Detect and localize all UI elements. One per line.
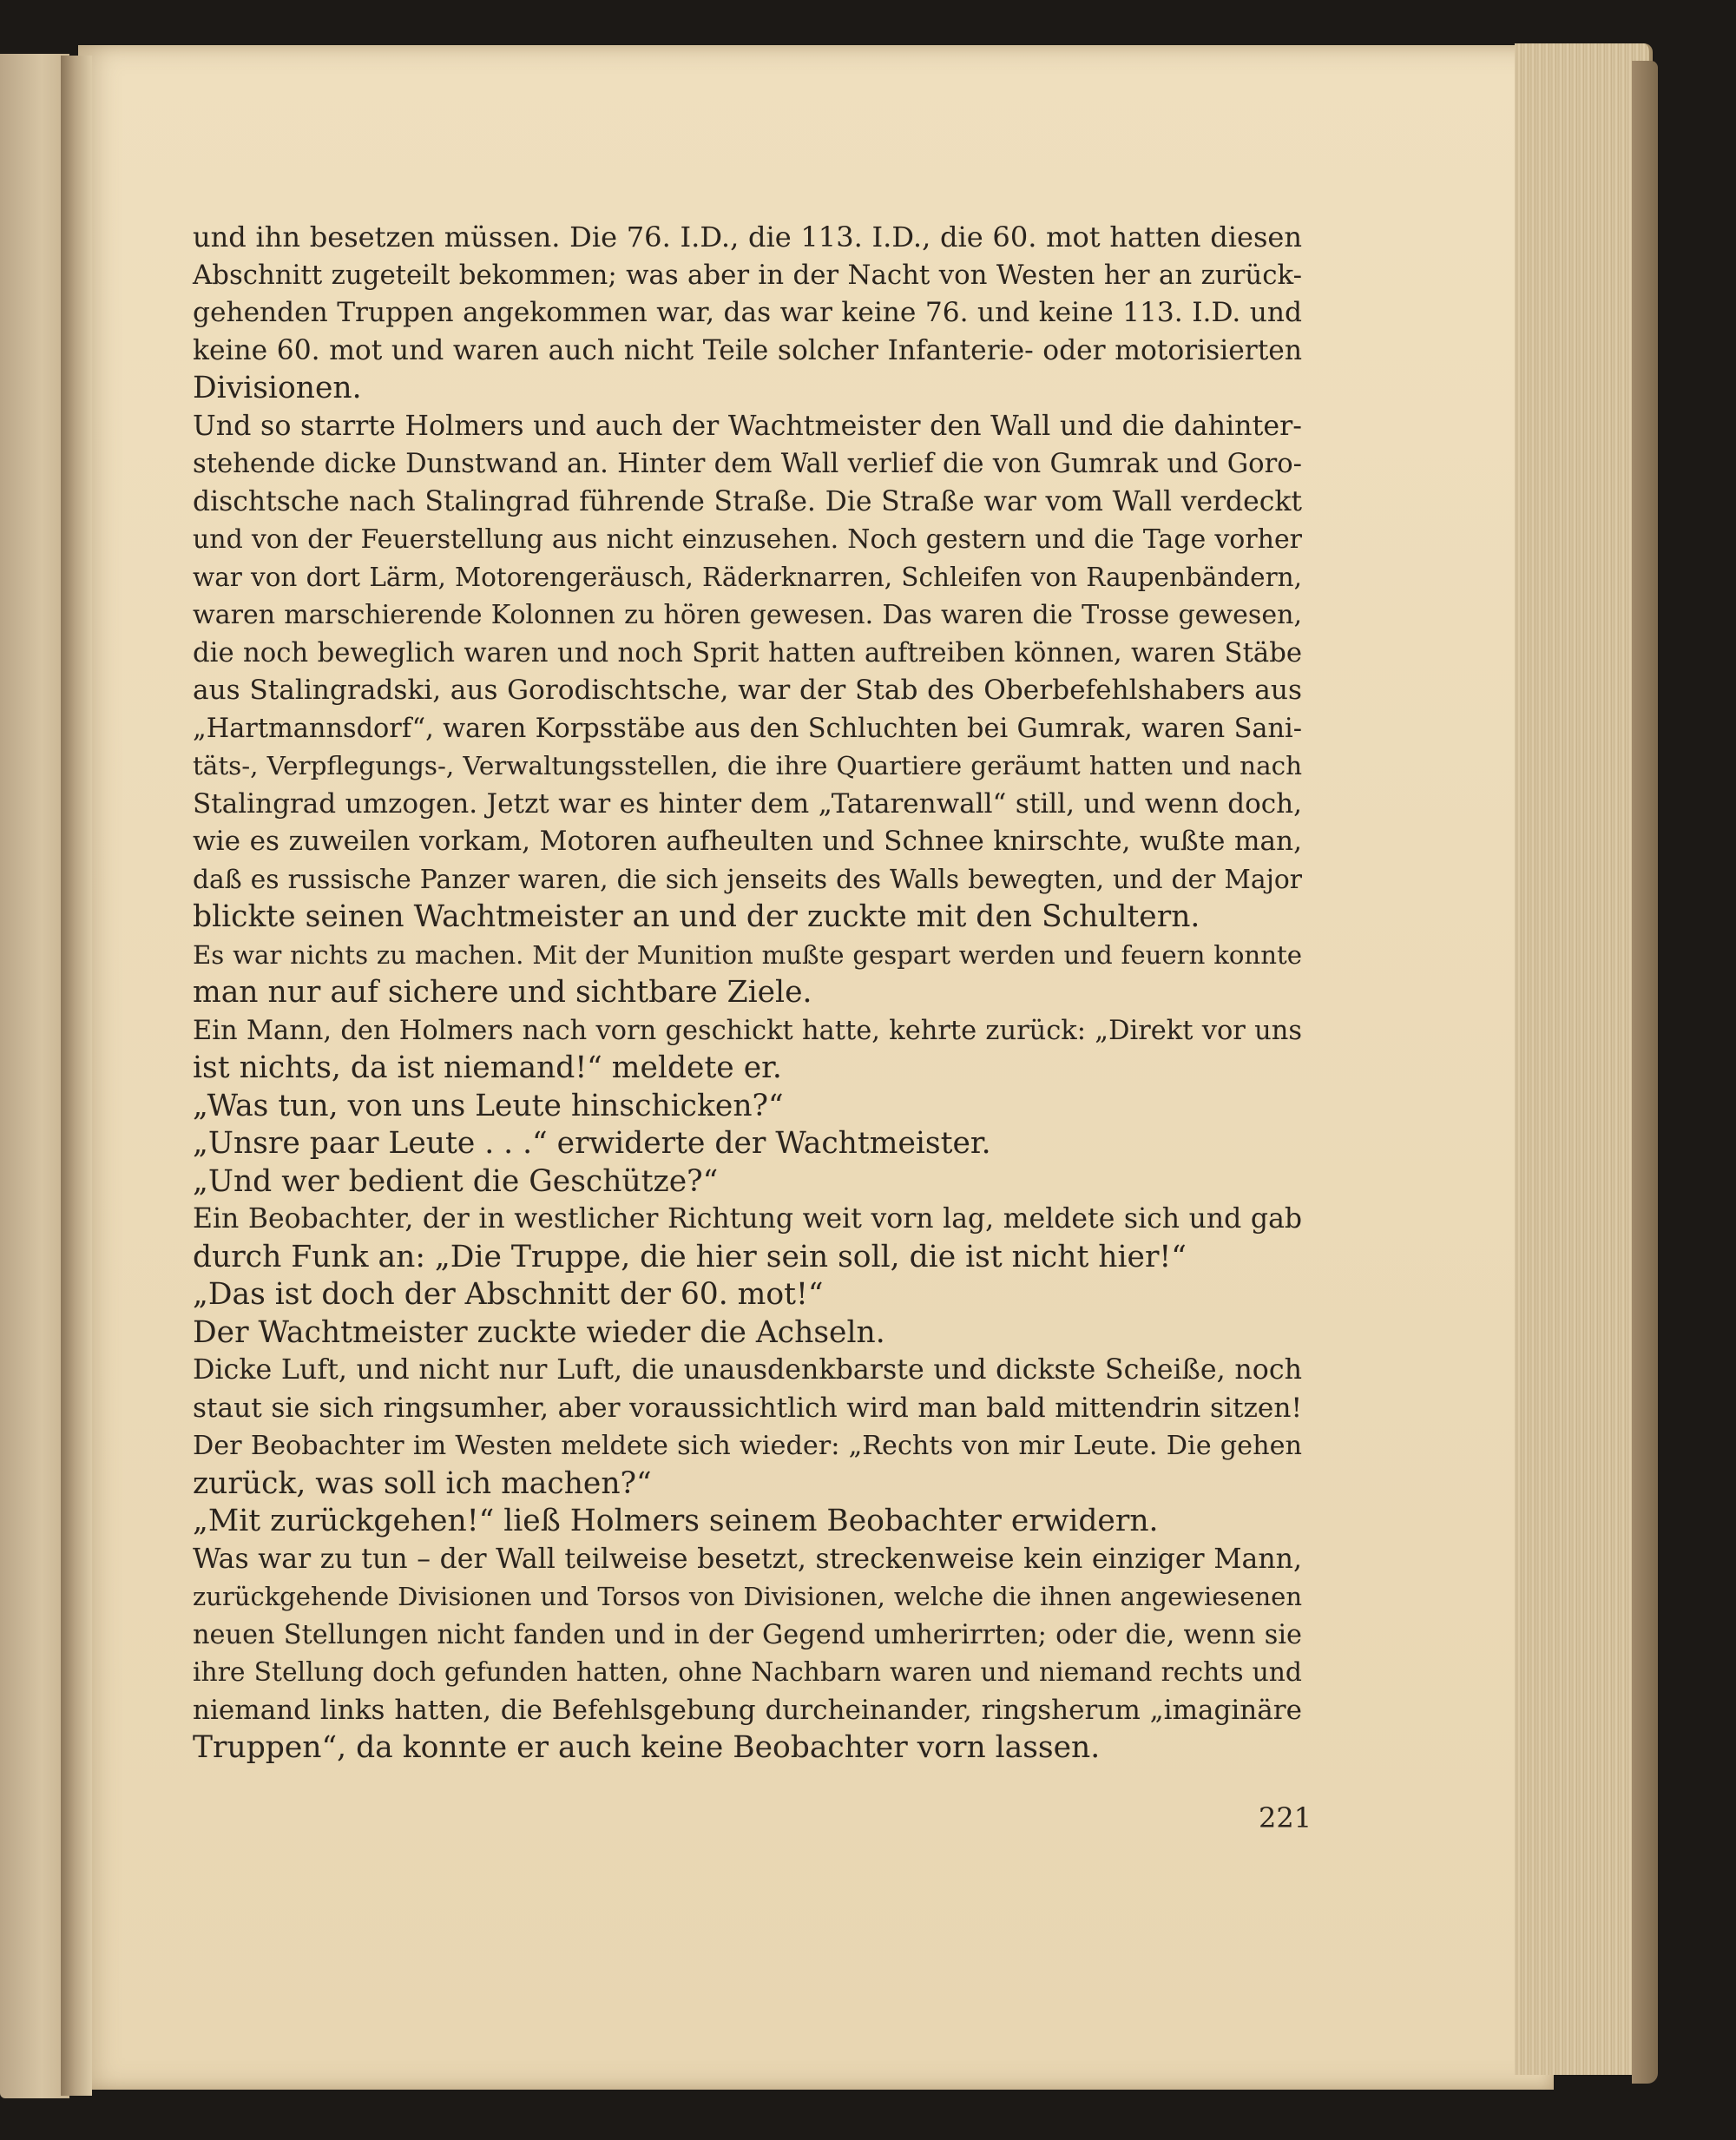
text-line: dischtsche nach Stalingrad führende Straße. Die Straße war vom Wall verdeckt bbox=[193, 485, 1302, 517]
text-line: „Das ist doch der Abschnitt der 60. mot!“ bbox=[193, 1277, 824, 1312]
text-line: die noch beweglich waren und noch Sprit hatten auftreiben können, waren Stäbe bbox=[193, 637, 1302, 668]
text-line: war von dort Lärm, Motorengeräusch, Räderknarren, Schleifen von Raupenbändern, bbox=[193, 562, 1302, 592]
text-line: staut sie sich ringsumher, aber voraussichtlich wird man bald mittendrin sitzen! bbox=[193, 1392, 1302, 1424]
text-line: Und so starrte Holmers und auch der Wachtmeister den Wall und die dahinter- bbox=[193, 410, 1302, 442]
text-line: daß es russische Panzer waren, die sich jenseits des Walls bewegten, und der Major bbox=[193, 864, 1302, 895]
text-line: ihre Stellung doch gefunden hatten, ohne Nachbarn waren und niemand rechts und bbox=[193, 1657, 1302, 1688]
text-line: „Was tun, von uns Leute hinschicken?“ bbox=[193, 1088, 784, 1123]
text-line: Was war zu tun – der Wall teilweise besetzt, streckenweise kein einziger Mann, bbox=[193, 1543, 1302, 1575]
text-line: Abschnitt zugeteilt bekommen; was aber in der Nacht von Westen her an zurück- bbox=[193, 259, 1302, 291]
book-gutter bbox=[61, 56, 92, 2096]
text-line: und von der Feuerstellung aus nicht einzusehen. Noch gestern und die Tage vorher bbox=[193, 524, 1302, 555]
text-line: Der Wachtmeister zuckte wieder die Achseln. bbox=[193, 1314, 885, 1350]
text-line: Ein Beobachter, der in westlicher Richtung weit vorn lag, meldete sich und gab bbox=[193, 1203, 1302, 1235]
text-line: Der Beobachter im Westen meldete sich wieder: „Rechts von mir Leute. Die gehen bbox=[193, 1431, 1302, 1461]
text-line: durch Funk an: „Die Truppe, die hier sein soll, die ist nicht hier!“ bbox=[193, 1239, 1187, 1274]
text-line: Dicke Luft, und nicht nur Luft, die unausdenkbarste und dickste Scheiße, noch bbox=[193, 1354, 1302, 1386]
book-cover-edge bbox=[1632, 61, 1658, 2084]
text-line: gehenden Truppen angekommen war, das war keine 76. und keine 113. I.D. und bbox=[193, 297, 1302, 328]
text-line: Ein Mann, den Holmers nach vorn geschickt hatte, kehrte zurück: „Direkt vor uns bbox=[193, 1015, 1302, 1046]
text-line: blickte seinen Wachtmeister an und der zuckte mit den Schultern. bbox=[193, 899, 1200, 934]
left-page-edge bbox=[0, 54, 69, 2098]
page-number: 221 bbox=[1259, 1801, 1312, 1834]
text-line: neuen Stellungen nicht fanden und in der Gegend umherirrten; oder die, wenn sie bbox=[193, 1619, 1302, 1650]
text-line: zurück, was soll ich machen?“ bbox=[193, 1465, 652, 1501]
text-line: aus Stalingradski, aus Gorodischtsche, war der Stab des Oberbefehlshabers aus bbox=[193, 675, 1302, 706]
text-line: ist nichts, da ist niemand!“ meldete er. bbox=[193, 1050, 782, 1085]
text-line: zurückgehende Divisionen und Torsos von Divisionen, welche die ihnen angewiesenen bbox=[193, 1582, 1302, 1611]
text-line: und ihn besetzen müssen. Die 76. I.D., die 113. I.D., die 60. mot hatten diesen bbox=[193, 221, 1302, 254]
body-text bbox=[193, 219, 1302, 1768]
text-line: waren marschierende Kolonnen zu hören gewesen. Das waren die Trosse gewesen, bbox=[193, 600, 1302, 630]
text-line: täts-, Verpflegungs-, Verwaltungsstellen, die ihre Quartiere geräumt hatten und nach bbox=[193, 751, 1302, 780]
text-line: Truppen“, da konnte er auch keine Beobachter vorn lassen. bbox=[193, 1730, 1101, 1765]
text-line: keine 60. mot und waren auch nicht Teile solcher Infanterie- oder motorisierten bbox=[193, 334, 1302, 366]
text-line: wie es zuweilen vorkam, Motoren aufheulten und Schnee knirschte, wußte man, bbox=[193, 826, 1302, 857]
text-line: man nur auf sichere und sichtbare Ziele. bbox=[193, 975, 812, 1010]
text-line: „Und wer bedient die Geschütze?“ bbox=[193, 1163, 719, 1199]
text-line: Divisionen. bbox=[193, 371, 362, 405]
text-line: „Unsre paar Leute . . .“ erwiderte der Wachtmeister. bbox=[193, 1126, 991, 1161]
text-line: Stalingrad umzogen. Jetzt war es hinter dem „Tatarenwall“ still, und wenn doch, bbox=[193, 787, 1302, 820]
text-line: „Mit zurückgehen!“ ließ Holmers seinem Beobachter erwidern. bbox=[193, 1504, 1159, 1538]
text-line: niemand links hatten, die Befehlsgebung durcheinander, ringsherum „imaginäre bbox=[193, 1694, 1302, 1726]
text-line: Es war nichts zu machen. Mit der Munition mußte gespart werden und feuern konnte bbox=[193, 939, 1302, 970]
text-line: „Hartmannsdorf“, waren Korpsstäbe aus den Schluchten bei Gumrak, waren Sani- bbox=[193, 713, 1302, 744]
text-line: stehende dicke Dunstwand an. Hinter dem Wall verlief die von Gumrak und Goro- bbox=[193, 449, 1302, 479]
